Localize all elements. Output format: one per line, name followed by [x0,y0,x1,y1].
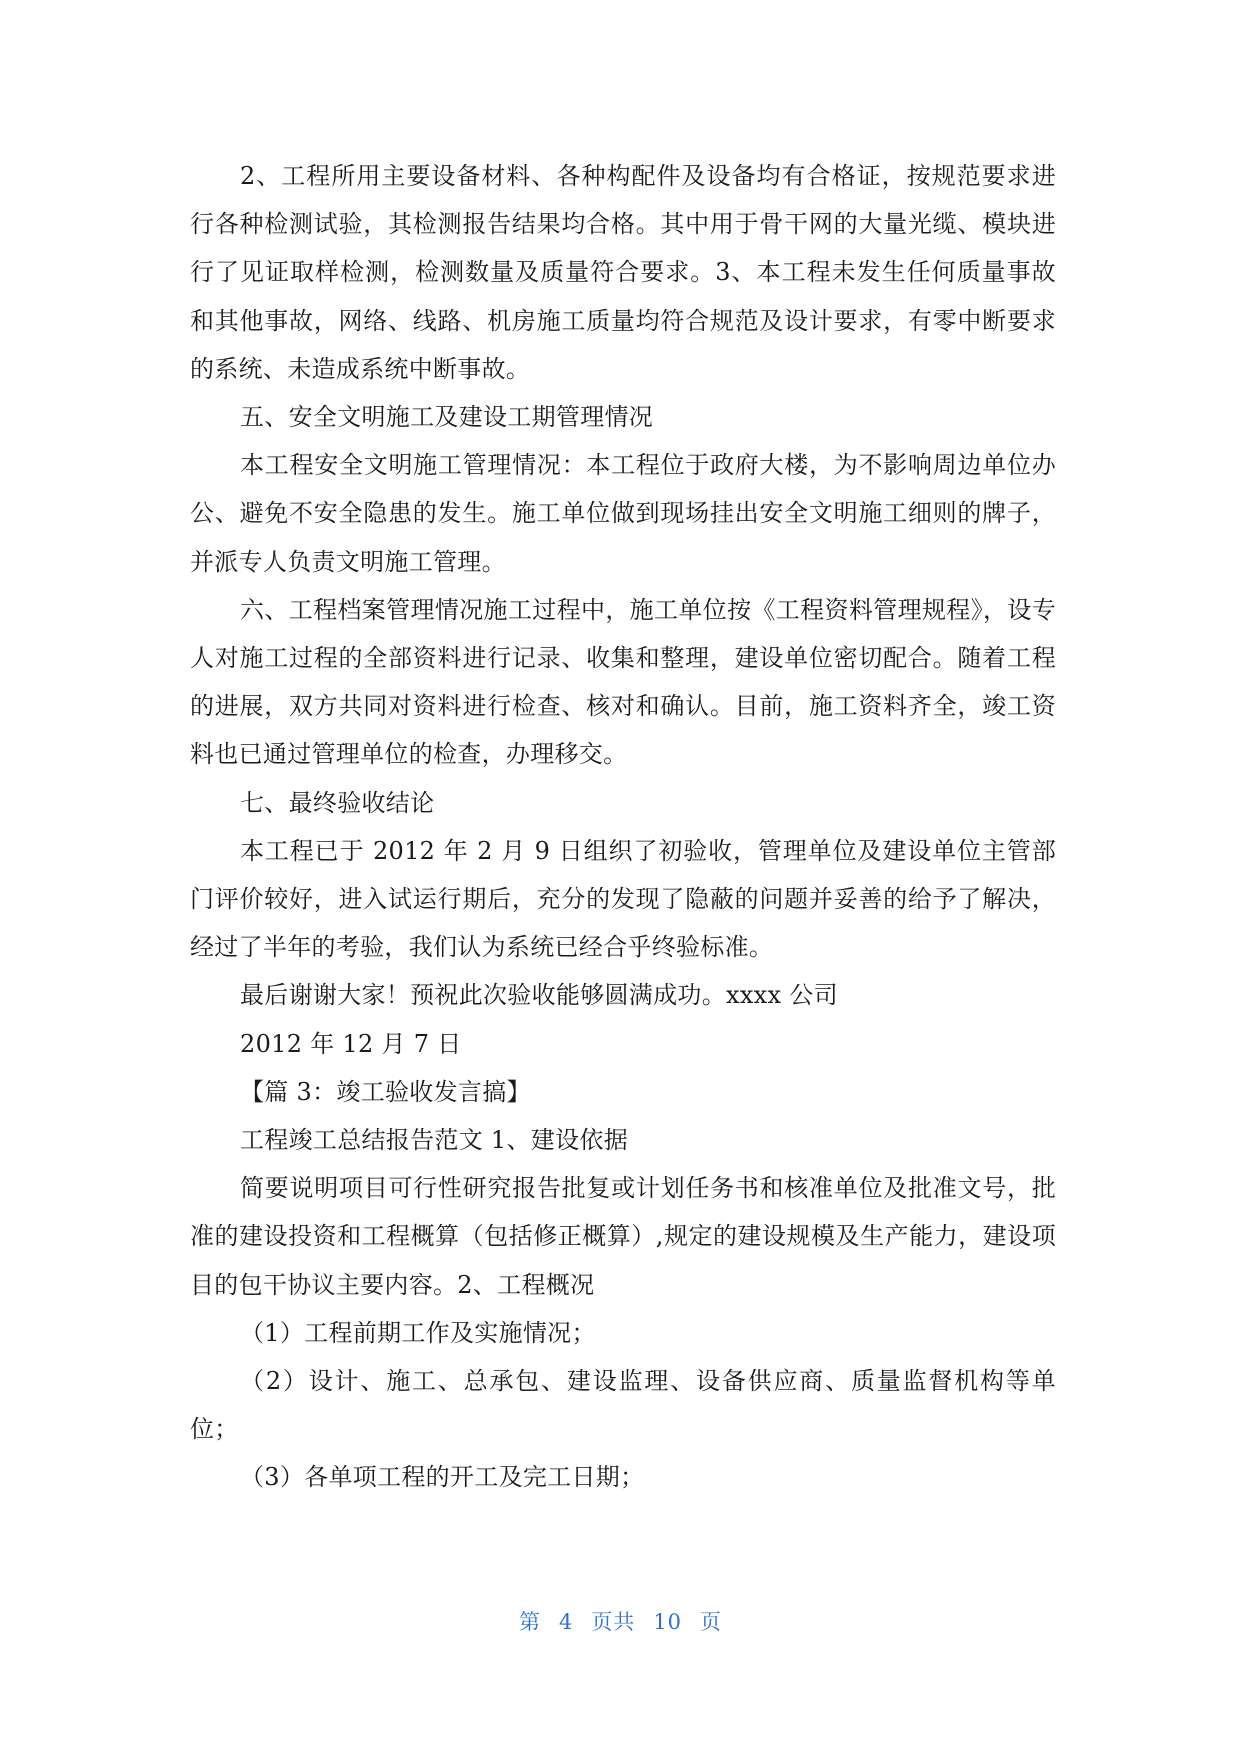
paragraph-project-summary: 简要说明项目可行性研究报告批复或计划任务书和核准单位及批准文号，批准的建设投资和工程概算（包括修正概算）,规定的建设规模及生产能力，建设项目的包干协议主要内容。2、工程概况 [190,1174,1056,1299]
paragraph-closing-thanks: 最后谢谢大家！预祝此次验收能够圆满成功。xxxx 公司 [240,981,838,1010]
list-item-3: （3）各单项工程的开工及完工日期； [240,1463,645,1492]
section-title-part-3: 【篇 3：竣工验收发言搞】 [240,1077,531,1106]
paragraph-safety-details: 本工程安全文明施工管理情况：本工程位于政府大楼，为不影响周边单位办公、避免不安全隐患的发生。施工单位做到现场挂出安全文明施工细则的牌子，并派专人负责文明施工管理。 [190,451,1056,576]
heading-final-acceptance: 七、最终验收结论 [240,788,435,817]
list-item-1: （1）工程前期工作及实施情况； [240,1318,596,1347]
footer-total-pages: 10 [653,1610,683,1634]
footer-middle: 页共 [591,1610,636,1634]
paragraph-quality-materials: 2、工程所用主要设备材料、各种构配件及设备均有合格证，按规范要求进行各种检测试验，其检测报告结果均合格。其中用于骨干网的大量光缆、模块进行了见证取样检测，检测数量及质量符合要求。3、本工程未发生任何质量事故和其他事故，网络、线路、机房施工质量均符合规范及设计要求，有零中断要求的系统、未造成系统中断事故。 [190,162,1056,383]
heading-construction-basis: 工程竣工总结报告范文 1、建设依据 [240,1126,628,1155]
paragraph-acceptance-conclusion: 本工程已于 2012 年 2 月 9 日组织了初验收，管理单位及建设单位主管部门评价较好，进入试运行期后，充分的发现了隐蔽的问题并妥善的给予了解决，经过了半年的考验，我们认为系统已经合乎终验标准。 [190,836,1056,962]
document-body [190,152,1056,1502]
footer-current-page: 4 [558,1610,574,1634]
heading-safety-management: 五、安全文明施工及建设工期管理情况 [240,403,654,432]
list-item-2: （2）设计、施工、总承包、建设监理、设备供应商、质量监督机构等单位； [190,1367,1056,1444]
paragraph-archive-management: 六、工程档案管理情况施工过程中，施工单位按《工程资料管理规程》，设专人对施工过程的全部资料进行记录、收集和整理，建设单位密切配合。随着工程的进展，双方共同对资料进行检查、核对和确认。目前，施工资料齐全，竣工资料也已通过管理单位的检查，办理移交。 [190,595,1056,769]
page-footer [0,1606,1241,1636]
paragraph-date: 2012 年 12 月 7 日 [240,1029,462,1058]
footer-prefix: 第 [518,1610,541,1634]
footer-suffix: 页 [700,1610,723,1634]
